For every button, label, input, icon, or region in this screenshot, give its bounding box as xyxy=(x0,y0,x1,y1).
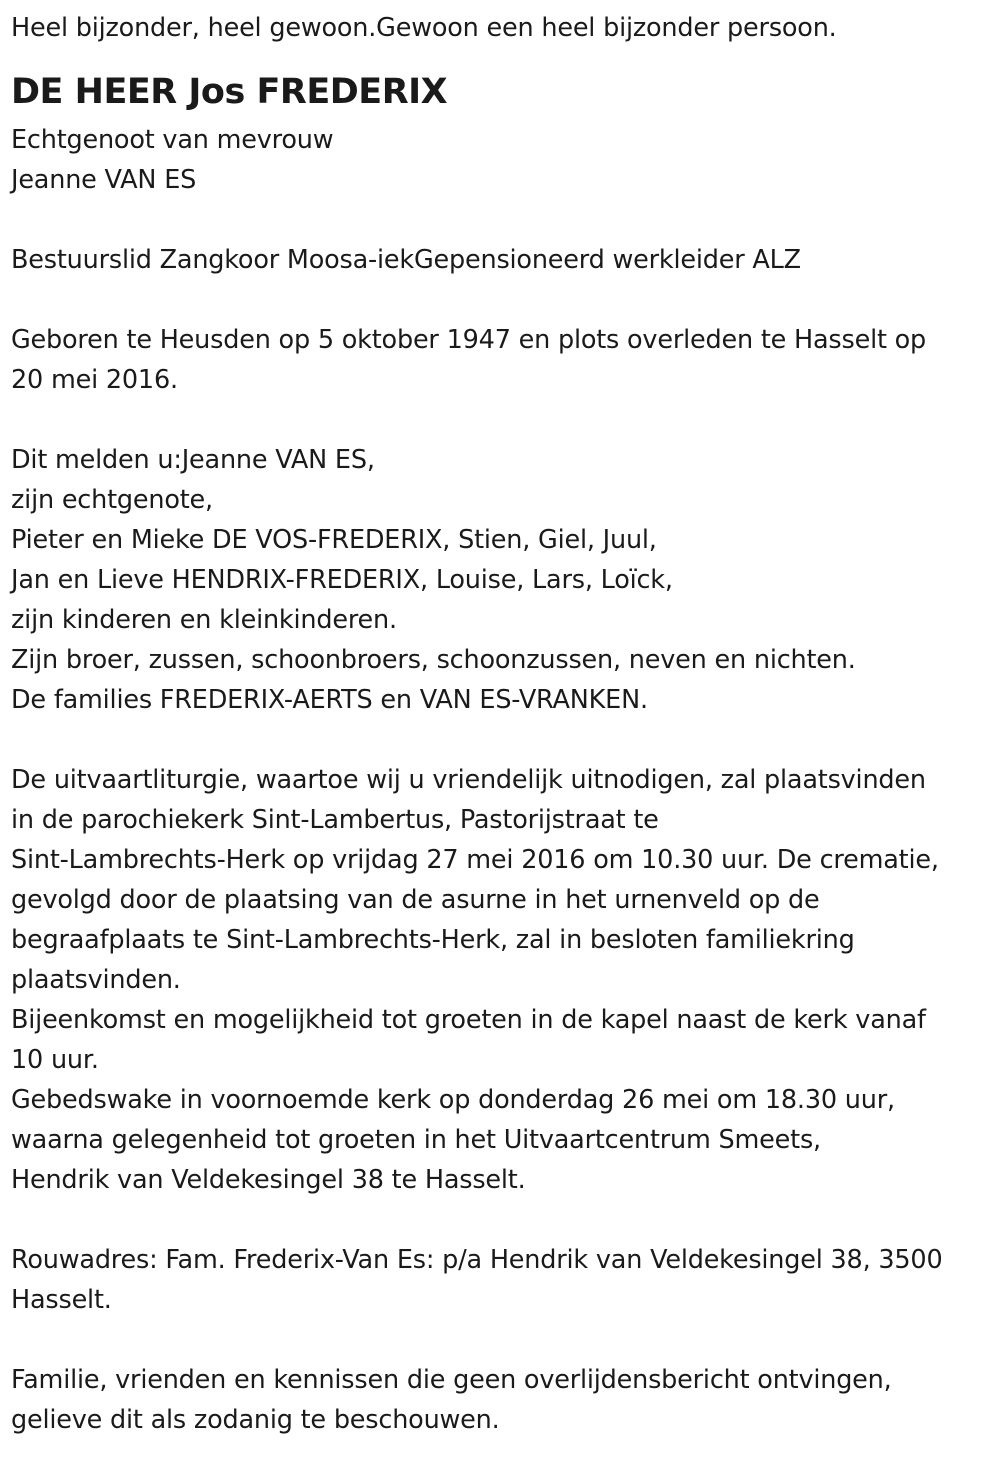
funeral-line: Hendrik van Veldekesingel 38 te Hasselt. xyxy=(11,1165,526,1195)
closing-line: Familie, vrienden en kennissen die geen overlijdensbericht ontvingen, xyxy=(11,1365,892,1395)
section-gap xyxy=(11,1200,990,1240)
funeral-line: plaatsvinden. xyxy=(11,965,181,995)
motto-text: Heel bijzonder, heel gewoon.Gewoon een heel bijzonder persoon. xyxy=(11,13,837,43)
section-gap xyxy=(11,400,990,440)
announcer-line: Pieter en Mieke DE VOS-FREDERIX, Stien, Giel, Juul, xyxy=(11,525,657,555)
funeral-line: De uitvaartliturgie, waartoe wij u vriendelijk uitnodigen, zal plaatsvinden xyxy=(11,765,926,795)
mourning-address-section xyxy=(11,1240,990,1320)
funeral-section xyxy=(11,760,990,1200)
section-gap xyxy=(11,200,990,240)
funeral-line: waarna gelegenheid tot groeten in het Uitvaartcentrum Smeets, xyxy=(11,1125,821,1155)
funeral-line: 10 uur. xyxy=(11,1045,99,1075)
announcer-line: zijn kinderen en kleinkinderen. xyxy=(11,605,397,635)
announcer-line: Dit melden u:Jeanne VAN ES, xyxy=(11,445,375,475)
announcer-line: De families FREDERIX-AERTS en VAN ES-VRANKEN. xyxy=(11,685,648,715)
spouse-name: Jeanne VAN ES xyxy=(11,165,197,195)
announcer-line: zijn echtgenote, xyxy=(11,485,213,515)
funeral-line: begraafplaats te Sint-Lambrechts-Herk, zal in besloten familiekring xyxy=(11,925,855,955)
roles-text: Bestuurslid Zangkoor Moosa-iekGepensioneerd werkleider ALZ xyxy=(11,245,801,275)
closing-section xyxy=(11,1360,990,1440)
section-gap xyxy=(11,280,990,320)
funeral-line: Sint-Lambrechts-Herk op vrijdag 27 mei 2016 om 10.30 uur. De crematie, xyxy=(11,845,939,875)
funeral-line: in de parochiekerk Sint-Lambertus, Pastorijstraat te xyxy=(11,805,659,835)
birth-death-line: 20 mei 2016. xyxy=(11,365,178,395)
funeral-line: gevolgd door de plaatsing van de asurne in het urnenveld op de xyxy=(11,885,820,915)
spouse-line: Echtgenoot van mevrouw xyxy=(11,125,334,155)
mourning-address-line: Hasselt. xyxy=(11,1285,112,1315)
spouse-section xyxy=(11,120,990,200)
announcers-section xyxy=(11,440,990,720)
funeral-line: Bijeenkomst en mogelijkheid tot groeten in de kapel naast de kerk vanaf xyxy=(11,1005,926,1035)
deceased-name-heading: DE HEER Jos FREDERIX xyxy=(11,72,448,112)
closing-line: gelieve dit als zodanig te beschouwen. xyxy=(11,1405,500,1435)
mourning-address-line: Rouwadres: Fam. Frederix-Van Es: p/a Hendrik van Veldekesingel 38, 3500 xyxy=(11,1245,943,1275)
funeral-line: Gebedswake in voornoemde kerk op donderdag 26 mei om 18.30 uur, xyxy=(11,1085,895,1115)
birth-death-line: Geboren te Heusden op 5 oktober 1947 en plots overleden te Hasselt op xyxy=(11,325,927,355)
section-gap xyxy=(11,720,990,760)
announcer-line: Jan en Lieve HENDRIX-FREDERIX, Louise, Lars, Loïck, xyxy=(11,565,673,595)
birth-death-section xyxy=(11,320,990,400)
announcer-line: Zijn broer, zussen, schoonbroers, schoonzussen, neven en nichten. xyxy=(11,645,856,675)
section-gap xyxy=(11,1320,990,1360)
